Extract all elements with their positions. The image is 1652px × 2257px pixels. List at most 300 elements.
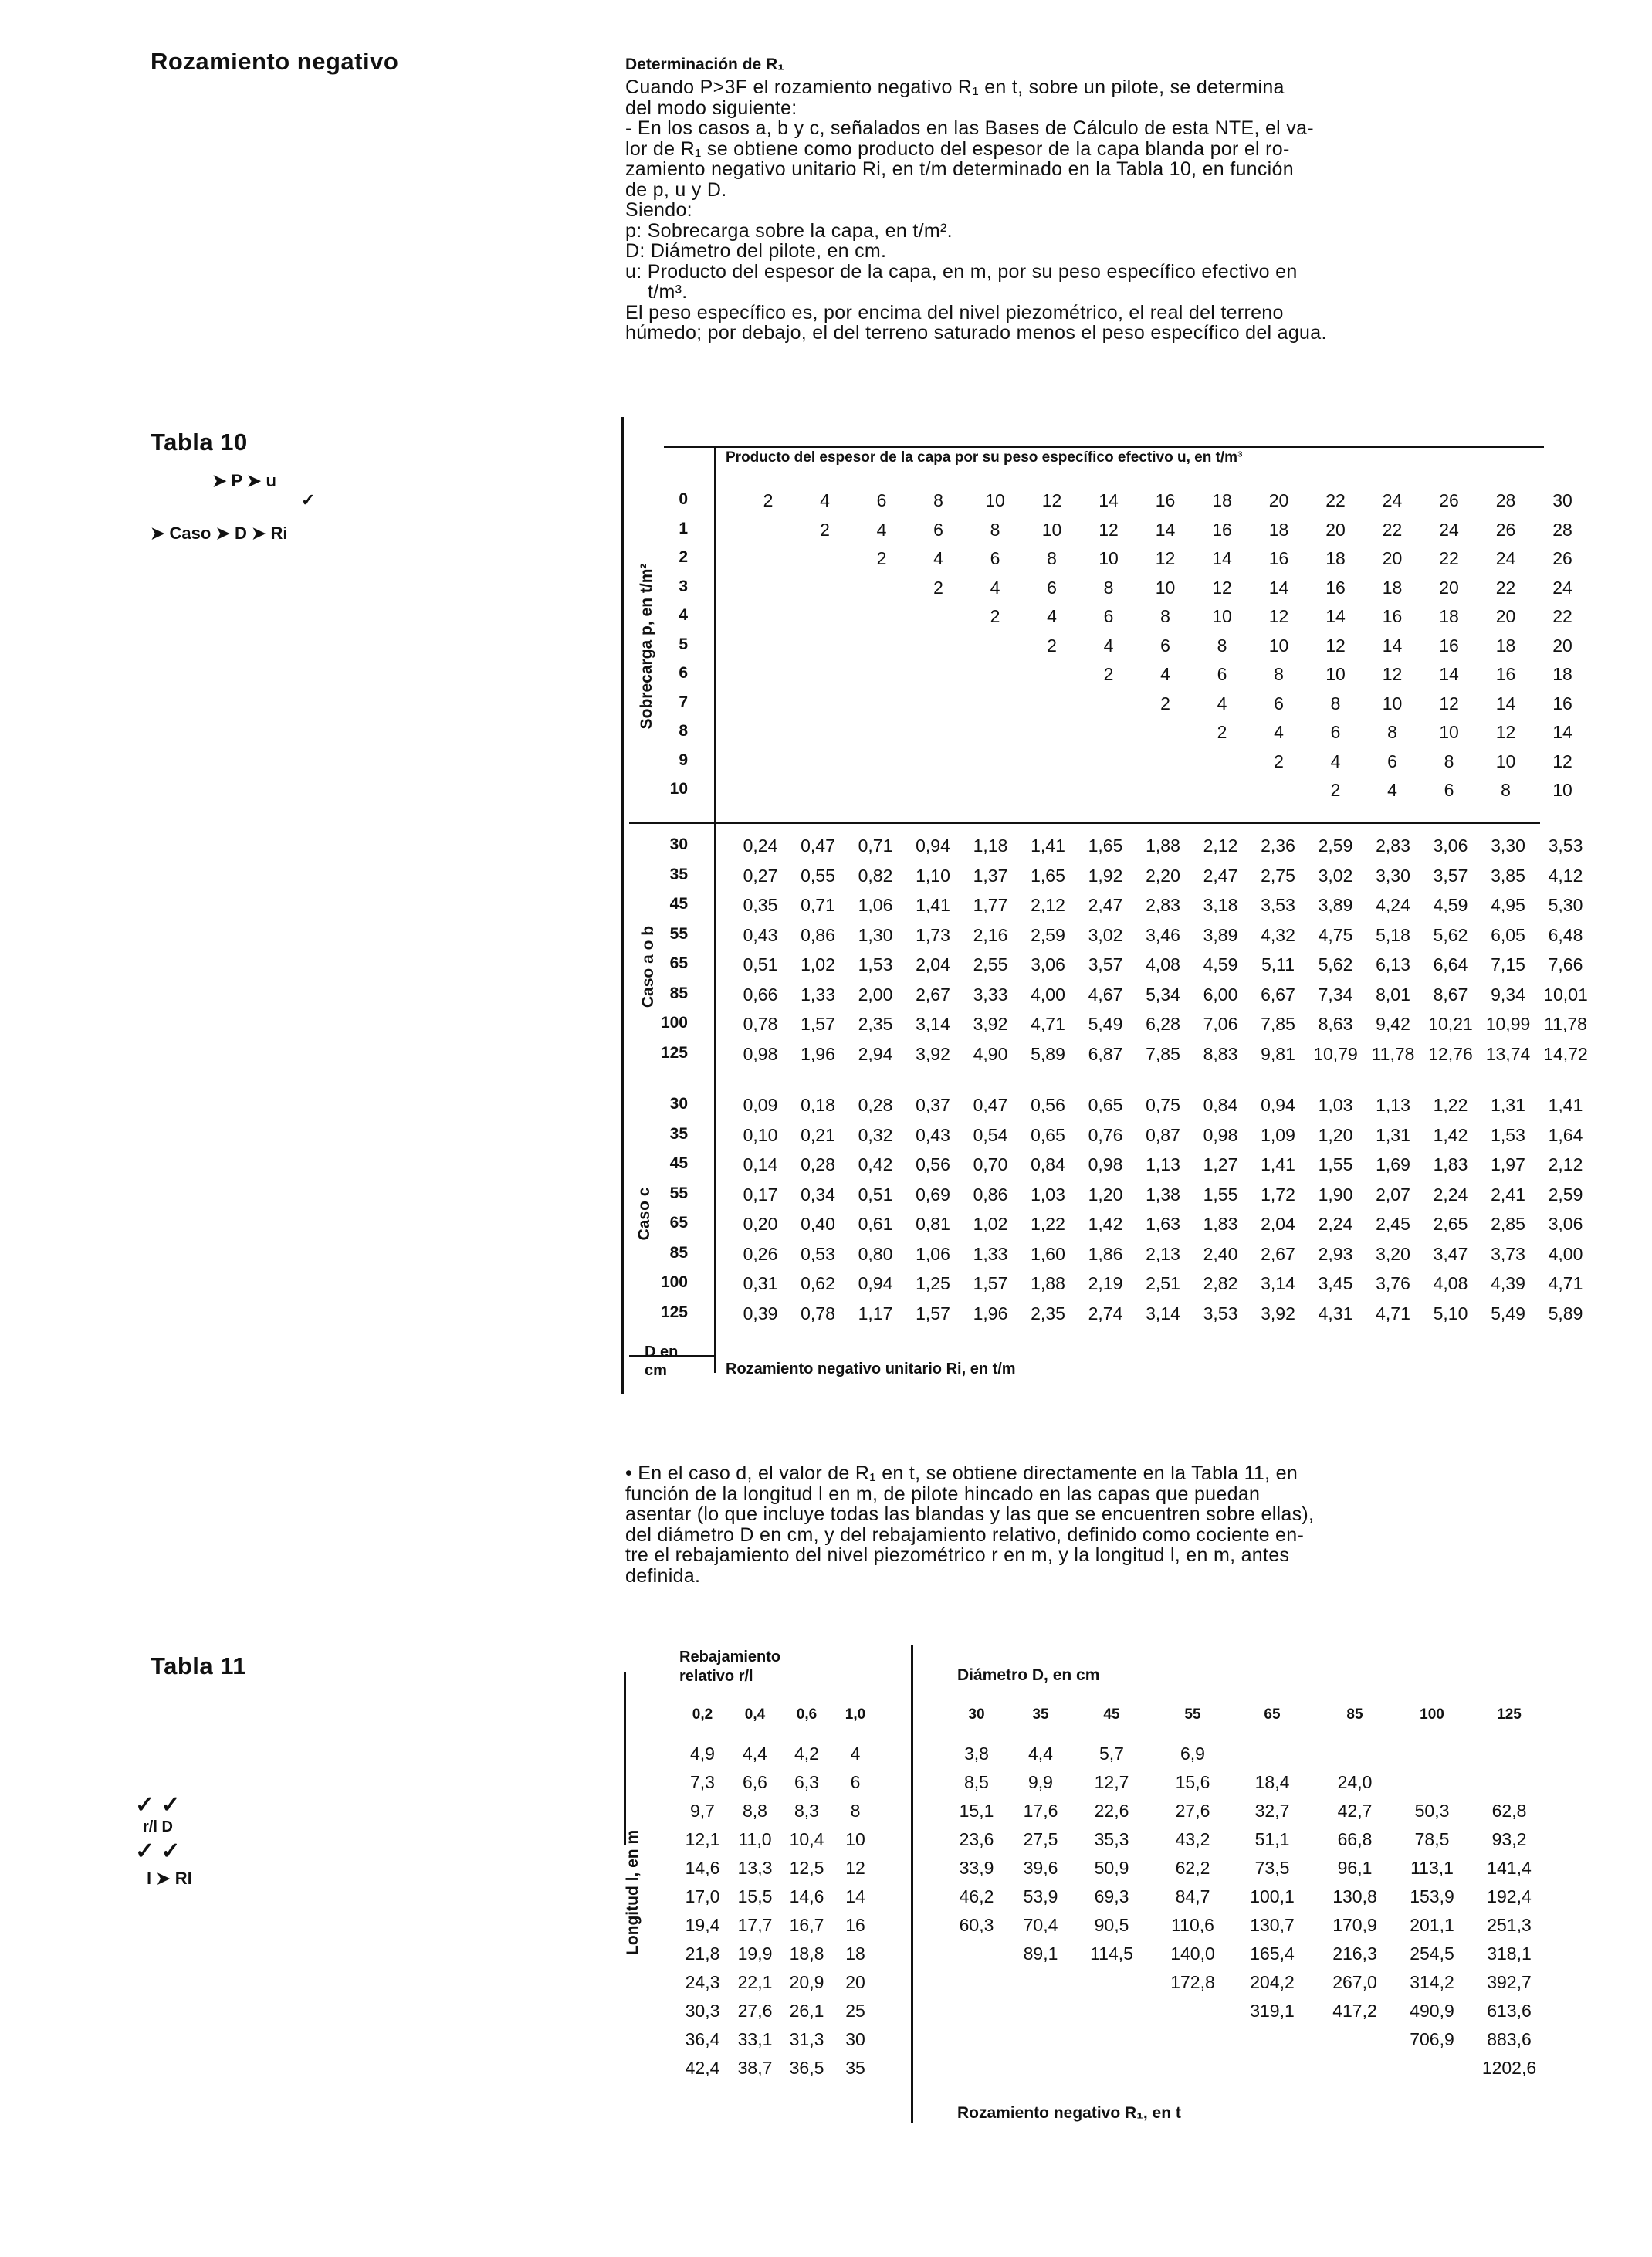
- t10-p-value: 1: [679, 519, 688, 537]
- intro-line: p: Sobrecarga sobre la capa, en t/m².: [625, 219, 953, 242]
- t10-ab-ri-value: 10,21: [1428, 1014, 1473, 1034]
- t10-c-ri-value: 1,31: [1376, 1124, 1410, 1145]
- t10-p-value: 5: [679, 635, 688, 653]
- t10-ab-ri-value: 7,85: [1261, 1014, 1295, 1034]
- t10-c-ri-value: 3,45: [1318, 1273, 1353, 1293]
- t10-ab-ri-value: 2,00: [858, 984, 893, 1005]
- t10-u-value: 8: [1330, 693, 1341, 713]
- t10-c-ri-value: 3,20: [1376, 1243, 1410, 1264]
- t11-ri-value: 165,4: [1250, 1944, 1295, 1964]
- t10-c-ri-value: 1,17: [858, 1303, 893, 1323]
- t11-ri-value: 392,7: [1487, 1972, 1532, 1992]
- t11-reb-value: 21,8: [685, 1944, 720, 1964]
- tabla11-label: Tabla 11: [151, 1652, 247, 1679]
- t10-ab-ri-value: 6,67: [1261, 984, 1295, 1005]
- t10-ab-ri-value: 4,75: [1318, 924, 1353, 945]
- t10-ab-ri-value: 4,95: [1491, 895, 1525, 915]
- t10-c-ri-value: 0,75: [1146, 1095, 1180, 1115]
- t10-ab-ri-value: 4,59: [1433, 895, 1468, 915]
- case-d-line: • En el caso d, el valor de R₁ en t, se obtiene directamente en la Tabla 11, en: [625, 1462, 1298, 1484]
- t11-ri-value: 5,7: [1099, 1744, 1124, 1764]
- t11-reb-value: 7,3: [690, 1772, 715, 1792]
- t10-u-value: 14: [1325, 606, 1346, 626]
- t10-ab-ri-value: 14,72: [1543, 1043, 1588, 1064]
- t10-c-ri-value: 2,40: [1203, 1243, 1238, 1264]
- t11-ri-value: 9,9: [1028, 1772, 1053, 1792]
- t10-ab-ri-value: 3,30: [1491, 835, 1525, 856]
- t10-ab-ri-value: 5,11: [1261, 954, 1295, 974]
- t10-ab-ri-value: 5,49: [1088, 1014, 1123, 1034]
- t11-reb-value: 12,1: [685, 1829, 720, 1849]
- t10-ab-ri-value: 0,55: [801, 865, 835, 886]
- t10-c-ri-value: 2,24: [1433, 1184, 1468, 1205]
- t10-data-rule: [714, 446, 716, 1373]
- t10-ab-ri-value: 9,34: [1491, 984, 1525, 1005]
- t10-u-value: 12: [1155, 548, 1176, 568]
- t10-c-ri-value: 1,20: [1318, 1124, 1353, 1145]
- t11-diam-col: 35: [1032, 1706, 1049, 1723]
- t10-c-ri-value: 3,76: [1376, 1273, 1410, 1293]
- t11-mid-rule: [911, 1645, 913, 2123]
- t10-c-ri-value: 4,31: [1318, 1303, 1353, 1323]
- t10-ab-ri-value: 5,34: [1146, 984, 1180, 1005]
- t10-c-ri-value: 2,74: [1088, 1303, 1123, 1323]
- t10-c-ri-value: 1,20: [1088, 1184, 1123, 1205]
- t10-ab-ri-value: 9,42: [1376, 1014, 1410, 1034]
- t10-ab-ri-value: 3,18: [1203, 895, 1238, 915]
- t10-ab-ri-value: 2,59: [1318, 835, 1353, 856]
- t10-ab-ri-value: 3,57: [1433, 865, 1468, 886]
- intro-line: de p, u y D.: [625, 178, 727, 201]
- t10-u-value: 24: [1552, 577, 1572, 598]
- t11-reb-value: 17,7: [737, 1915, 773, 1935]
- t10-ab-ri-value: 1,77: [973, 895, 1008, 915]
- t11-ri-value: 84,7: [1175, 1886, 1210, 1906]
- t10-ab-ri-value: 6,13: [1376, 954, 1410, 974]
- t10-c-ri-value: 1,57: [973, 1273, 1008, 1293]
- t10-u-value: 16: [1155, 490, 1176, 510]
- t10-d-label-2: cm: [645, 1362, 667, 1379]
- t10-ab-ri-value: 3,30: [1376, 865, 1410, 886]
- t10-ab-ri-value: 8,67: [1433, 984, 1468, 1005]
- t11-ri-value: 35,3: [1094, 1829, 1129, 1849]
- t10-c-ri-value: 1,42: [1433, 1124, 1468, 1145]
- t11-reb-value: 8: [850, 1801, 861, 1821]
- t11-reb-value: 35: [845, 2058, 865, 2078]
- t10-p-value: 2: [679, 548, 688, 566]
- t10-ab-ri-value: 8,63: [1318, 1014, 1353, 1034]
- t10-c-ri-value: 0,32: [858, 1124, 893, 1145]
- t10-u-value: 12: [1552, 751, 1572, 771]
- t10-u-value: 14: [1495, 693, 1516, 713]
- t10-u-value: 30: [1552, 490, 1572, 510]
- t10-ab-ri-value: 2,20: [1146, 865, 1180, 886]
- t10-c-ri-value: 2,19: [1088, 1273, 1123, 1293]
- t11-ri-value: 192,4: [1487, 1886, 1532, 1906]
- t10-c-ri-value: 5,49: [1491, 1303, 1525, 1323]
- t11-ri-value: 417,2: [1332, 2001, 1377, 2021]
- t10-c-ri-value: 2,12: [1548, 1154, 1583, 1174]
- t10-u-value: 18: [1439, 606, 1459, 626]
- t10-c-ri-value: 4,71: [1376, 1303, 1410, 1323]
- t10-c-ri-value: 0,43: [916, 1124, 950, 1145]
- t10-ab-ri-value: 0,98: [743, 1043, 778, 1064]
- t10-c-ri-value: 1,02: [973, 1214, 1008, 1234]
- t10-p-axis-label: Sobrecarga p, en t/m²: [638, 563, 655, 730]
- t10-c-ri-value: 1,69: [1376, 1154, 1410, 1174]
- intro-heading: Determinación de R₁: [625, 56, 784, 73]
- t10-c-ri-value: 1,33: [973, 1243, 1008, 1264]
- t10-ab-ri-value: 3,33: [973, 984, 1008, 1005]
- t10-c-ri-value: 4,00: [1548, 1243, 1583, 1264]
- t10-u-value: 12: [1041, 490, 1062, 510]
- t11-ri-value: 39,6: [1023, 1858, 1058, 1878]
- tabla11-arrow-down-icon: ✓ ✓: [135, 1792, 181, 1818]
- t10-c-ri-value: 0,39: [743, 1303, 778, 1323]
- t11-ri-value: 314,2: [1410, 1972, 1454, 1992]
- t10-c-ri-value: 0,14: [743, 1154, 778, 1174]
- t10-case-ab-label: Caso a o b: [639, 925, 657, 1008]
- t10-u-value: 4: [1217, 693, 1227, 713]
- t10-ab-ri-value: 1,65: [1088, 835, 1123, 856]
- t10-ab-ri-value: 1,41: [916, 895, 950, 915]
- t10-u-value: 26: [1552, 548, 1572, 568]
- t10-p-value: 6: [679, 664, 688, 682]
- tabla10-arrow-down-icon: ✓: [301, 490, 316, 510]
- t10-ab-ri-value: 12,76: [1428, 1043, 1473, 1064]
- t10-u-value: 16: [1495, 664, 1516, 684]
- t10-u-value: 18: [1495, 635, 1516, 656]
- t10-u-value: 8: [1103, 577, 1114, 598]
- intro-line: Siendo:: [625, 199, 692, 221]
- t11-diam-col: 65: [1264, 1706, 1281, 1723]
- t10-c-ri-value: 0,78: [801, 1303, 835, 1323]
- t10-ab-ri-value: 4,67: [1088, 984, 1123, 1005]
- t10-u-value: 8: [933, 490, 943, 510]
- t10-u-value: 8: [1160, 606, 1170, 626]
- t10-c-ri-value: 0,47: [973, 1095, 1008, 1115]
- t11-reb-value: 27,6: [737, 2001, 773, 2021]
- t10-c-ri-value: 2,59: [1548, 1184, 1583, 1205]
- t10-c-ri-value: 2,65: [1433, 1214, 1468, 1234]
- t10-u-value: 24: [1382, 490, 1403, 510]
- t10-u-value: 2: [1160, 693, 1170, 713]
- t10-c-ri-value: 0,69: [916, 1184, 950, 1205]
- t10-c-d-value: 125: [660, 1303, 688, 1321]
- t10-u-value: 16: [1212, 519, 1232, 540]
- t10-u-value: 16: [1268, 548, 1289, 568]
- t10-u-value: 10: [1212, 606, 1232, 626]
- t11-ri-value: 254,5: [1410, 1944, 1454, 1964]
- t10-u-value: 10: [1099, 548, 1119, 568]
- t10-ab-ri-value: 5,18: [1376, 924, 1410, 945]
- t10-u-value: 14: [1212, 548, 1232, 568]
- t10-ab-ri-value: 7,34: [1318, 984, 1353, 1005]
- t10-c-ri-value: 0,28: [801, 1154, 835, 1174]
- case-d-line: función de la longitud l en m, de pilote hincado en las capas que puedan: [625, 1483, 1261, 1505]
- t10-u-value: 12: [1268, 606, 1289, 626]
- t11-reb-value: 6,6: [743, 1772, 767, 1792]
- t10-u-value: 8: [1387, 722, 1397, 742]
- t10-ab-ri-value: 1,53: [858, 954, 893, 974]
- t11-reb-value: 17,0: [685, 1886, 720, 1906]
- t10-u-value: 6: [1047, 577, 1057, 598]
- t10-u-value: 14: [1552, 722, 1572, 742]
- t10-ab-d-value: 100: [660, 1014, 688, 1032]
- t10-u-value: 14: [1439, 664, 1459, 684]
- t10-c-d-value: 55: [669, 1184, 688, 1202]
- t10-u-value: 2: [820, 519, 830, 540]
- t10-c-ri-value: 0,42: [858, 1154, 893, 1174]
- t10-ab-ri-value: 4,90: [973, 1043, 1008, 1064]
- t10-c-ri-value: 0,84: [1031, 1154, 1065, 1174]
- t10-u-value: 2: [1274, 751, 1284, 771]
- t10-ab-ri-value: 2,55: [973, 954, 1008, 974]
- t10-c-ri-value: 2,45: [1376, 1214, 1410, 1234]
- t10-u-value: 14: [1382, 635, 1403, 656]
- t10-ab-ri-value: 4,59: [1203, 954, 1238, 974]
- t10-u-value: 20: [1382, 548, 1403, 568]
- t10-p-value: 9: [679, 751, 688, 769]
- t11-reb-value: 31,3: [789, 2029, 824, 2049]
- t11-ri-value: 53,9: [1023, 1886, 1058, 1906]
- section-title: Rozamiento negativo: [151, 48, 399, 75]
- t10-u-value: 4: [933, 548, 943, 568]
- intro-line: El peso específico es, por encima del nivel piezométrico, el real del terreno: [625, 301, 1284, 324]
- t10-c-ri-value: 4,08: [1433, 1273, 1468, 1293]
- t10-left-rule: [621, 417, 624, 1394]
- t10-u-value: 18: [1382, 577, 1403, 598]
- t11-ri-value: 204,2: [1250, 1972, 1295, 1992]
- t11-ri-value: 60,3: [959, 1915, 994, 1935]
- t10-ab-ri-value: 1,02: [801, 954, 835, 974]
- t11-ri-value: 15,1: [959, 1801, 994, 1821]
- intro-line: u: Producto del espesor de la capa, en m, por su peso específico efectivo en: [625, 260, 1298, 283]
- t11-reb-value: 18,8: [789, 1944, 824, 1964]
- t10-ab-ri-value: 2,94: [858, 1043, 893, 1064]
- t11-reb-value: 19,4: [685, 1915, 720, 1935]
- t10-c-ri-value: 1,41: [1261, 1154, 1295, 1174]
- t11-reb-value: 36,5: [789, 2058, 824, 2078]
- t10-u-value: 4: [1274, 722, 1284, 742]
- t10-ab-ri-value: 2,83: [1376, 835, 1410, 856]
- t10-c-ri-value: 2,41: [1491, 1184, 1525, 1205]
- t11-ri-value: 24,0: [1337, 1772, 1373, 1792]
- t10-c-ri-value: 0,54: [973, 1124, 1008, 1145]
- t11-ri-value: 33,9: [959, 1858, 994, 1878]
- t11-ri-value: 32,7: [1254, 1801, 1290, 1821]
- t10-case-c-label: Caso c: [635, 1187, 653, 1241]
- t11-reb-value: 16,7: [789, 1915, 824, 1935]
- t10-c-ri-value: 0,18: [801, 1095, 835, 1115]
- t11-ri-value: 6,9: [1180, 1744, 1205, 1764]
- t10-ab-ri-value: 1,10: [916, 865, 950, 886]
- t10-ab-ri-value: 2,35: [858, 1014, 893, 1034]
- t10-u-value: 12: [1212, 577, 1232, 598]
- t10-ab-ri-value: 0,71: [801, 895, 835, 915]
- t10-c-ri-value: 2,93: [1318, 1243, 1353, 1264]
- t11-reb-value: 6,3: [794, 1772, 819, 1792]
- t11-reb-value: 8,3: [794, 1801, 819, 1821]
- t10-c-ri-value: 0,56: [1031, 1095, 1065, 1115]
- t10-ab-ri-value: 2,67: [916, 984, 950, 1005]
- t10-u-value: 10: [1155, 577, 1176, 598]
- t11-reb-value: 9,7: [690, 1801, 715, 1821]
- t10-c-ri-value: 1,13: [1146, 1154, 1180, 1174]
- t11-ri-value: 50,9: [1094, 1858, 1129, 1878]
- t10-u-value: 10: [1495, 751, 1516, 771]
- t11-ri-value: 319,1: [1250, 2001, 1295, 2021]
- t10-c-ri-value: 0,53: [801, 1243, 835, 1264]
- t10-u-value: 12: [1382, 664, 1403, 684]
- t10-c-ri-value: 0,37: [916, 1095, 950, 1115]
- t11-reb-value: 30,3: [685, 2001, 720, 2021]
- t11-ri-value: 267,0: [1332, 1972, 1377, 1992]
- t10-c-ri-value: 2,82: [1203, 1273, 1238, 1293]
- t10-ab-ri-value: 6,64: [1433, 954, 1468, 974]
- t11-ri-value: 4,4: [1028, 1744, 1053, 1764]
- t10-c-ri-value: 0,86: [973, 1184, 1008, 1205]
- t10-d-label-1: D en: [645, 1344, 679, 1361]
- t10-p-value: 7: [679, 693, 688, 711]
- t10-u-value: 10: [1325, 664, 1346, 684]
- t10-u-value: 14: [1099, 490, 1119, 510]
- t10-c-ri-value: 3,73: [1491, 1243, 1525, 1264]
- t10-ab-ri-value: 0,78: [743, 1014, 778, 1034]
- t11-ri-value: 15,6: [1175, 1772, 1210, 1792]
- t11-ri-value: 318,1: [1487, 1944, 1532, 1964]
- t10-u-value: 2: [876, 548, 887, 568]
- t10-u-value: 18: [1212, 490, 1232, 510]
- t11-ri-value: 46,2: [959, 1886, 994, 1906]
- t11-ri-value: 130,7: [1250, 1915, 1295, 1935]
- tabla11-symbol-l-rl: l ➤ Rl: [147, 1869, 192, 1888]
- t10-u-value: 2: [1047, 635, 1057, 656]
- t10-c-ri-value: 2,24: [1318, 1214, 1353, 1234]
- t10-c-ri-value: 1,22: [1433, 1095, 1468, 1115]
- t10-c-ri-value: 3,53: [1203, 1303, 1238, 1323]
- t10-ab-ri-value: 1,88: [1146, 835, 1180, 856]
- t10-p-value: 0: [679, 490, 688, 508]
- t10-ab-ri-value: 0,24: [743, 835, 778, 856]
- t10-ab-ri-value: 8,01: [1376, 984, 1410, 1005]
- t10-u-value: 12: [1439, 693, 1459, 713]
- t10-c-ri-value: 1,60: [1031, 1243, 1065, 1264]
- t10-c-ri-value: 0,17: [743, 1184, 778, 1205]
- t11-reb-value: 14,6: [789, 1886, 824, 1906]
- t11-reb-value: 18: [845, 1944, 865, 1964]
- t11-reb-value: 14,6: [685, 1858, 720, 1878]
- t10-ab-ri-value: 0,27: [743, 865, 778, 886]
- t11-reb-value: 42,4: [685, 2058, 720, 2078]
- t11-ri-value: 17,6: [1023, 1801, 1058, 1821]
- t10-ab-ri-value: 7,15: [1491, 954, 1525, 974]
- t10-c-ri-value: 2,07: [1376, 1184, 1410, 1205]
- t10-ab-ri-value: 3,46: [1146, 924, 1180, 945]
- t10-u-value: 20: [1268, 490, 1289, 510]
- t10-ab-ri-value: 0,47: [801, 835, 835, 856]
- t10-c-ri-value: 3,14: [1261, 1273, 1295, 1293]
- t11-reb-value: 11,0: [738, 1829, 772, 1849]
- t10-u-value: 6: [1217, 664, 1227, 684]
- t10-ab-ri-value: 4,24: [1376, 895, 1410, 915]
- t10-c-ri-value: 1,53: [1491, 1124, 1525, 1145]
- t10-u-value: 24: [1439, 519, 1459, 540]
- t10-c-d-value: 35: [669, 1124, 688, 1143]
- t11-diam-header: Diámetro D, en cm: [957, 1666, 1100, 1684]
- t11-reb-value: 14: [845, 1886, 865, 1906]
- t11-ri-value: 90,5: [1094, 1915, 1129, 1935]
- t10-c-ri-value: 1,41: [1548, 1095, 1583, 1115]
- t10-ab-ri-value: 1,06: [858, 895, 893, 915]
- t10-c-ri-value: 0,70: [973, 1154, 1008, 1174]
- t11-ri-value: 883,6: [1487, 2029, 1532, 2049]
- t11-ri-value: 1202,6: [1481, 2058, 1537, 2078]
- t10-u-value: 6: [876, 490, 887, 510]
- t10-c-ri-value: 0,21: [801, 1124, 835, 1145]
- t10-ab-d-value: 55: [669, 924, 688, 943]
- t10-c-ri-value: 1,42: [1088, 1214, 1123, 1234]
- t11-ri-value: 50,3: [1414, 1801, 1450, 1821]
- t11-ri-value: 62,2: [1175, 1858, 1210, 1878]
- t10-p-value: 3: [679, 577, 688, 595]
- t10-ab-d-value: 45: [669, 895, 688, 913]
- t10-u-value: 4: [1387, 780, 1397, 800]
- t10-c-ri-value: 1,31: [1491, 1095, 1525, 1115]
- t11-ri-value: 23,6: [959, 1829, 994, 1849]
- t10-c-ri-value: 1,03: [1318, 1095, 1353, 1115]
- case-d-line: del diámetro D en cm, y del rebajamiento relativo, definido como cociente en-: [625, 1523, 1305, 1546]
- t10-c-d-value: 85: [669, 1243, 688, 1262]
- t11-reb-value: 24,3: [685, 1972, 720, 1992]
- t10-ab-ri-value: 3,06: [1433, 835, 1468, 856]
- t10-c-d-value: 65: [669, 1214, 688, 1232]
- t11-reb-value: 38,7: [737, 2058, 773, 2078]
- t10-u-value: 4: [1047, 606, 1057, 626]
- t11-reb-value: 12,5: [789, 1858, 824, 1878]
- t10-c-ri-value: 0,34: [801, 1184, 835, 1205]
- intro-line: húmedo; por debajo, el del terreno saturado menos el peso específico del agua.: [625, 322, 1327, 344]
- t10-u-value: 12: [1495, 722, 1516, 742]
- t10-ab-ri-value: 4,08: [1146, 954, 1180, 974]
- t11-diam-col: 85: [1346, 1706, 1363, 1723]
- t10-ab-ri-value: 6,48: [1548, 924, 1583, 945]
- t10-ab-ri-value: 2,16: [973, 924, 1008, 945]
- t10-ab-ri-value: 1,37: [973, 865, 1008, 886]
- t11-reb-value: 13,3: [737, 1858, 773, 1878]
- t10-c-ri-value: 2,35: [1031, 1303, 1065, 1323]
- t10-u-value: 28: [1495, 490, 1516, 510]
- t10-p-bottom-rule: [629, 822, 1540, 824]
- t11-ri-value: 490,9: [1410, 2001, 1454, 2021]
- t10-c-ri-value: 0,09: [743, 1095, 778, 1115]
- t10-u-value: 6: [1387, 751, 1397, 771]
- t10-ab-ri-value: 3,92: [973, 1014, 1008, 1034]
- t11-reb-value: 22,1: [737, 1972, 773, 1992]
- t10-u-value: 8: [1274, 664, 1284, 684]
- t11-ri-value: 62,8: [1491, 1801, 1527, 1821]
- t10-ab-ri-value: 3,89: [1318, 895, 1353, 915]
- t10-c-ri-value: 1,55: [1203, 1184, 1238, 1205]
- t10-u-value: 10: [1382, 693, 1403, 713]
- t10-ab-ri-value: 5,62: [1433, 924, 1468, 945]
- t10-c-ri-value: 0,26: [743, 1243, 778, 1264]
- t10-u-value: 14: [1268, 577, 1289, 598]
- t10-c-ri-value: 0,65: [1031, 1124, 1065, 1145]
- t10-u-value: 4: [820, 490, 830, 510]
- t10-ab-ri-value: 0,71: [858, 835, 893, 856]
- t11-ri-value: 114,5: [1090, 1944, 1133, 1964]
